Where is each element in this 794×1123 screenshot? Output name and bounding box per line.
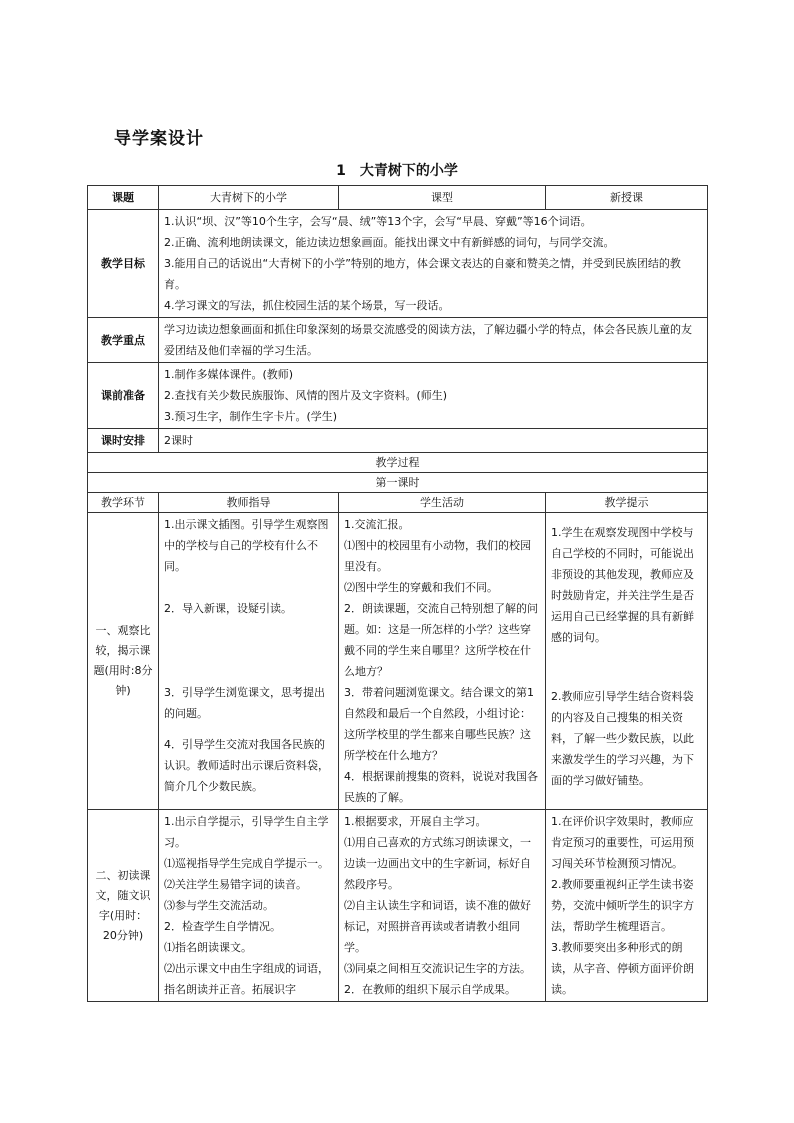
stage-1-row: [88, 513, 708, 810]
topic-label: 课题: [88, 186, 159, 210]
column-header-row: [88, 493, 708, 513]
goals-content: [159, 210, 708, 318]
focus-row: [88, 318, 708, 363]
prep-item: 1.制作多媒体课件。(教师): [164, 368, 294, 381]
hint-item: 2.教师应引导学生结合资料袋的内容及自己搜集的相关资料，了解一些少数民族，以此来激发学生的学习兴趣，为下面的学习做好铺垫。: [551, 690, 694, 787]
stage-2-student: [339, 810, 546, 1002]
prep-content: [159, 363, 708, 429]
student-step: 2．在教师的组织下展示自学成果。: [344, 983, 516, 996]
student-step: ⑴用自己喜欢的方式练习朗读课文，一边读一边画出文中的生字新词，标好自然段序号。: [344, 836, 531, 891]
stage-1-student: [339, 513, 546, 810]
goals-row: [88, 210, 708, 318]
type-value: 新授课: [546, 186, 708, 210]
goal-item: 4.学习课文的写法，抓住校园生活的某个场景，写一段话。: [164, 299, 450, 312]
lesson-plan-table: [87, 185, 708, 1002]
hint-item: 3.教师要突出多种形式的朗读，从字音、停顿方面评价朗读。: [551, 941, 694, 996]
student-step: 1.根据要求，开展自主学习。: [344, 815, 487, 828]
student-step: ⑵自主认读生字和词语，读不准的做好标记，对照拼音再读或者请教小组同学。: [344, 899, 531, 954]
header-stage: 教学环节: [88, 493, 159, 513]
hint-item: 2.教师要重视纠正学生读书姿势，交流中倾听学生的识字方法，帮助学生梳理语言。: [551, 878, 694, 933]
topic-row: [88, 186, 708, 210]
student-step: 1.交流汇报。: [344, 518, 410, 531]
type-label: 课型: [339, 186, 546, 210]
period-title-row: [88, 473, 708, 493]
teacher-step: 2．导入新课，设疑引读。: [164, 602, 292, 615]
header-hint: 教学提示: [546, 493, 708, 513]
prep-row: [88, 363, 708, 429]
stage-1-name: 一、观察比较，揭示课题(用时:8分钟): [88, 513, 159, 810]
goal-item: 2.正确、流利地朗读课文，能边读边想象画面。能找出课文中有新鲜感的词句，与同学交流。: [164, 236, 615, 249]
teacher-step: ⑴指名朗读课文。: [164, 941, 252, 954]
focus-text: 学习边读边想象画面和抓住印象深刻的场景交流感受的阅读方法，了解边疆小学的特点，体会各民族儿童的友爱团结及他们幸福的学习生活。: [159, 318, 708, 363]
schedule-value: 2课时: [159, 429, 708, 453]
teacher-step: 3．引导学生浏览课文，思考提出的问题。: [164, 686, 325, 720]
student-step: 4．根据课前搜集的资料，说说对我国各民族的了解。: [344, 770, 538, 804]
stage-1-teacher: [159, 513, 339, 810]
schedule-label: 课时安排: [88, 429, 159, 453]
teacher-step: ⑵关注学生易错字词的读音。: [164, 878, 307, 891]
header-student: 学生活动: [339, 493, 546, 513]
student-step: 2．朗读课题，交流自己特别想了解的问题。如：这是一所怎样的小学？这些穿戴不同的学生来自哪里？这所学校在什么地方？: [344, 602, 538, 678]
teacher-step: 1.出示课文插图。引导学生观察图中的学校与自己的学校有什么不同。: [164, 518, 329, 573]
goal-item: 3.能用自己的话说出“大青树下的小学”特别的地方，体会课文表达的自豪和赞美之情，并受到民族团结的教育。: [164, 257, 681, 291]
student-step: ⑴图中的校园里有小动物，我们的校园里没有。: [344, 539, 531, 573]
teacher-step: 1.出示自学提示，引导学生自主学习。: [164, 815, 329, 849]
prep-item: 3.预习生字，制作生字卡片。(学生): [164, 410, 338, 423]
lesson-number: 1: [336, 163, 346, 179]
lesson-name: 大青树下的小学: [359, 163, 458, 179]
hint-item: 1.在评价识字效果时，教师应肯定预习的重要性，可运用预习闯关环节检测预习情况。: [551, 815, 694, 870]
teacher-step: ⑴巡视指导学生完成自学提示一。: [164, 857, 329, 870]
stage-2-hint: [546, 810, 708, 1002]
process-title-row: [88, 453, 708, 473]
stage-2-name: 二、初读课文，随文识字(用时：20分钟): [88, 810, 159, 1002]
header-teacher: 教师指导: [159, 493, 339, 513]
goal-item: 1.认识“坝、汉”等10个生字，会写“晨、绒”等13个字，会写“早晨、穿戴”等16个词语。: [164, 215, 592, 228]
teacher-step: 4．引导学生交流对我国各民族的认识。教师适时出示课后资料袋，简介几个少数民族。: [164, 738, 329, 793]
teacher-step: 2．检查学生自学情况。: [164, 920, 281, 933]
lesson-title: [0, 160, 794, 180]
hint-item: 1.学生在观察发现图中学校与自己学校的不同时，可能说出非预设的其他发现，教师应及时鼓励肯定，并关注学生是否运用自己已经掌握的具有新鲜感的词句。: [551, 526, 694, 644]
teacher-step: ⑵出示课文中由生字组成的词语，指名朗读并正音。拓展识字: [164, 962, 329, 996]
goals-label: 教学目标: [88, 210, 159, 318]
student-step: ⑶同桌之间相互交流识记生字的方法。: [344, 962, 531, 975]
teacher-step: ⑶参与学生交流活动。: [164, 899, 274, 912]
focus-label: 教学重点: [88, 318, 159, 363]
period-title: 第一课时: [88, 473, 708, 493]
prep-item: 2.查找有关少数民族服饰、风情的图片及文字资料。(师生): [164, 389, 448, 402]
topic-value: 大青树下的小学: [159, 186, 339, 210]
document-title: 导学案设计: [114, 129, 204, 149]
student-step: 3．带着问题浏览课文。结合课文的第1自然段和最后一个自然段，小组讨论：这所学校里的学生都来自哪些民族？这所学校在什么地方？: [344, 686, 534, 762]
schedule-row: [88, 429, 708, 453]
stage-1-hint: [546, 513, 708, 810]
stage-2-teacher: [159, 810, 339, 1002]
stage-2-row: [88, 810, 708, 1002]
prep-label: 课前准备: [88, 363, 159, 429]
student-step: ⑵图中学生的穿戴和我们不同。: [344, 581, 498, 594]
process-title: 教学过程: [88, 453, 708, 473]
